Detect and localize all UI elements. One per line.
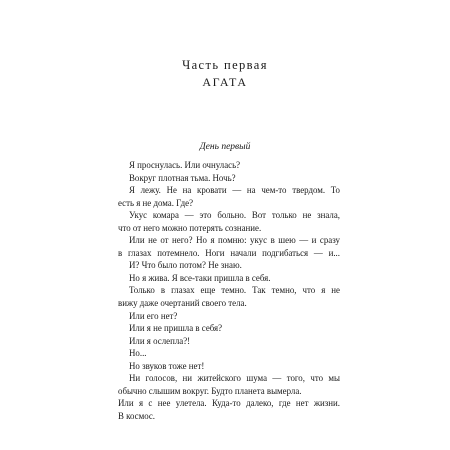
text-line: Только в глазах еще темно. Так темно, что я не — [129, 285, 340, 296]
text-line: Или я ослепла?! — [129, 335, 191, 346]
text-line: Я лежу. Не на кровати — на чем-то твердом. То — [129, 185, 340, 196]
part-title: АГАТА — [202, 75, 248, 89]
text-line: вижу даже очертаний своего тела. — [118, 298, 247, 309]
text-line: Вокруг плотная тьма. Ночь? — [129, 172, 236, 183]
text-line: Но звуков тоже нет! — [129, 360, 205, 371]
text-line: в глазах потемнело. Ноги начали подгибаться — и... — [118, 247, 340, 258]
text-line: Укус комара — это больно. Вот только не знала, — [129, 210, 340, 221]
text-line: Я проснулась. Или очнулась? — [129, 160, 241, 170]
text-line: обычно слышим вокруг. Будто планета вымерла. — [118, 385, 302, 396]
text-line: что от него можно потерять сознание. — [118, 222, 262, 233]
text-line: В космос. — [118, 410, 156, 421]
text-line: Или не от него? Но я помню: укус в шею — и сразу — [129, 235, 340, 246]
chapter-heading: День первый — [199, 142, 251, 152]
body-text — [118, 159, 340, 422]
text-line: Но... — [129, 348, 147, 359]
text-line: есть я не дома. Где? — [118, 197, 194, 208]
text-line: Или я с нее улетела. Куда-то далеко, где нет жизни. — [118, 398, 340, 409]
text-line: Ни голосов, ни житейского шума — того, что мы — [129, 373, 340, 384]
text-line: Или я не пришла в себя? — [129, 323, 223, 334]
text-line: Или его нет? — [129, 310, 178, 321]
text-line: Но я жива. Я все-таки пришла в себя. — [129, 272, 271, 283]
text-line: И? Что было потом? Не знаю. — [129, 260, 242, 271]
part-label: Часть первая — [182, 58, 268, 72]
